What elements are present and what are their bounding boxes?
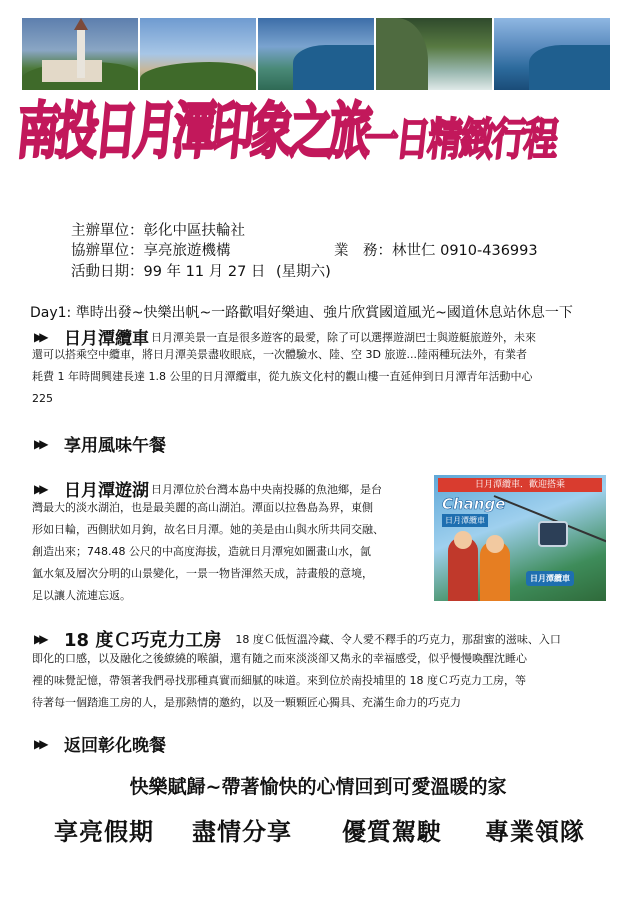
chocolate-text-line-1: 18 度Ｃ低恆溫冷藏、令人愛不釋手的巧克力，那甜蜜的滋味、入口 [235,633,561,646]
main-title: 南投日月潭印象之旅 [13,95,372,167]
lake-text-line-5: 氳水氣及層次分明的山景變化，一景一物皆渾然天成，詩畫般的意境， [32,567,373,580]
lunch-title: 享用風味午餐 [64,436,166,456]
cable-car-poster [434,475,606,601]
double-arrow-icon: ▶▶ [34,481,45,496]
poster-top-banner: 日月潭纜車．歡迎搭乘 [438,478,602,492]
cable-car-text [32,344,532,410]
double-arrow-icon: ▶▶ [34,736,45,751]
poster-headline: Change [442,495,506,513]
footer-item: 專業領隊 [485,818,585,846]
lunch-header [34,431,166,456]
castle-photo [22,18,138,90]
business-contact: 業 務：林世仁 0910-436993 [334,243,538,259]
footer-item: 盡情分享 [192,818,292,846]
dinner-header [34,731,166,756]
poster-logo: 日月潭纜車 [526,571,574,586]
double-arrow-icon: ▶▶ [34,632,45,646]
chocolate-text-line-2: 即化的口感，以及融化之後繚繞的喉韻，還有隨之而來淡淡卻又雋永的幸福感受，似乎慢慢喚醒沈睡心 [32,652,527,665]
chocolate-text-line-3: 裡的味覺記憶，帶領著我們尋找那種真實而細膩的味道。來到位於南投埔里的 18 度Ｃ巧克力工房，等 [32,674,526,687]
dancer-face [454,531,472,549]
poster-subline: 日月潭纜車 [442,514,488,527]
lake-text-line-2: 灣最大的淡水湖泊，也是最美麗的高山湖泊。潭面以拉魯島為界，東側 [32,501,373,514]
dinner-title: 返回彰化晚餐 [64,736,166,756]
chocolate-text [32,648,527,714]
closing-slogan: 快樂賦歸~帶著愉快的心情回到可愛溫暖的家 [129,776,507,798]
lake-town-photo [140,18,256,90]
host-line: 主辦單位：彰化中區扶輪社 [71,223,245,239]
day1-summary: Day1: 準時出發~快樂出帆~一路歡唱好樂迪、強片欣賞國道風光~國道休息站休息一下 [30,305,573,321]
gorge-photo [376,18,492,90]
dancer-face [486,535,504,553]
chocolate-title: 18 度Ｃ巧克力工房 [64,630,222,651]
chocolate-text-line-4: 待著每一個踏進工房的人，是那熱情的邀約，以及一顆顆匠心獨具、充滿生命力的巧克力 [32,696,461,709]
coastline-photo [494,18,610,90]
double-arrow-icon: ▶▶ [34,329,45,344]
lake-text-line-6: 足以讓人流連忘返。 [32,589,131,602]
footer-item: 優質駕駛 [342,818,442,846]
lake-cruise-title: 日月潭遊湖 [64,481,149,501]
sub-title: 一日精緻行程 [361,114,559,167]
cable-car-text-line-2: 還可以搭乘空中纜車，將日月潭美景盡收眼底，一次體驗水、陸、空 3D 旅遊...陸兩種玩法外，有業者 [32,348,527,361]
gondola-icon [538,521,568,547]
lake-text-line-1: 日月潭位於台灣本島中央南投縣的魚池鄉，是台 [151,482,382,496]
lake-text [32,497,384,607]
cable-car-text-line-4: 225 [32,392,53,405]
lake-text-line-3: 形如日輪，西側狀如月鉤，故名日月潭。她的美是由山與水所共同交融、 [32,523,384,536]
lake-text-line-4: 創造出來；748.48 公尺的中高度海拔，造就日月潭宛如圖畫山水，氤 [32,545,371,558]
cable-car-text-line-3: 耗費 1 年時間興建長達 1.8 公里的日月潭纜車，從九族文化村的觀山樓一直延伸到日月潭青年活動中心 [32,370,533,383]
date-label: 活動日期：99 年 11 月 27 日 [71,264,266,280]
photo-banner [22,18,610,90]
co-host-line: 協辦單位：享亮旅遊機構 [71,243,231,259]
footer-item: 享亮假期 [54,818,154,846]
date-line [71,260,331,281]
weekday: (星期六) [276,264,331,280]
hot-spring-photo [258,18,374,90]
cable-car-text-line-1: 日月潭美景一直是很多遊客的最愛，除了可以選擇遊湖巴士與遊艇旅遊外，未來 [151,330,536,344]
cable-car-title: 日月潭纜車 [64,329,149,349]
double-arrow-icon: ▶▶ [34,436,45,451]
